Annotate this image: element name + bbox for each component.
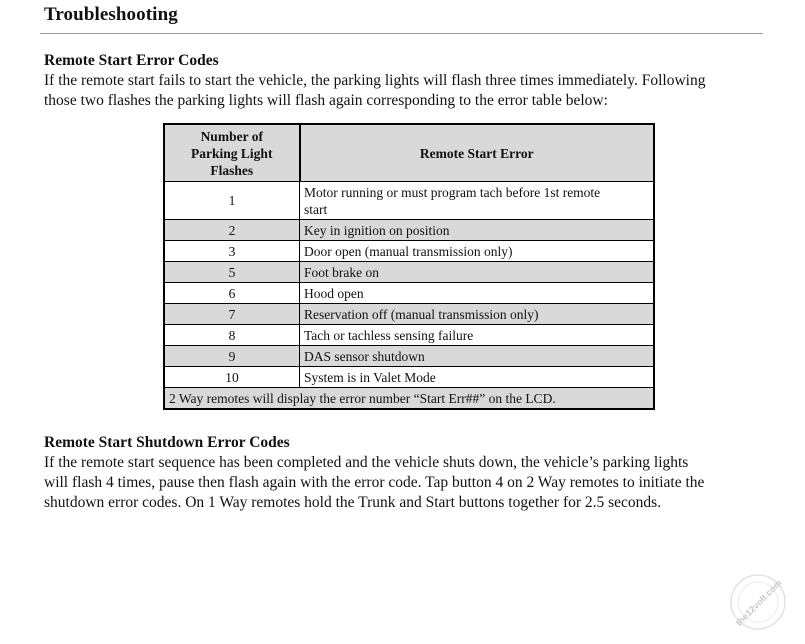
error-description-cell: Door open (manual transmission only) (300, 241, 655, 262)
header-line: Flashes (210, 162, 254, 178)
header-line: Parking Light (191, 145, 273, 161)
shutdown-line: shutdown error codes. On 1 Way remotes hold the Trunk and Start buttons together for 2.5 seconds. (44, 494, 662, 511)
error-line: start (304, 201, 328, 217)
shutdown-line: will flash 4 times, pause then flash again with the error code. Tap button 4 on 2 Way remotes to initiate the (44, 474, 705, 491)
table-row (164, 262, 654, 283)
error-description-cell: Tach or tachless sensing failure (300, 325, 655, 346)
flash-count-cell: 10 (164, 367, 300, 388)
page-title: Troubleshooting (44, 4, 178, 25)
table-row (164, 182, 654, 220)
table-row (164, 325, 654, 346)
table-row (164, 220, 654, 241)
flash-count-cell: 6 (164, 283, 300, 304)
table-footnote: 2 Way remotes will display the error number “Start Err##” on the LCD. (164, 388, 654, 410)
flash-count-cell: 8 (164, 325, 300, 346)
flash-count-cell: 7 (164, 304, 300, 325)
section-heading-shutdown-codes: Remote Start Shutdown Error Codes (44, 434, 290, 451)
header-line: Number of (200, 128, 263, 144)
error-description-cell: Hood open (300, 283, 655, 304)
intro-paragraph (44, 71, 764, 111)
error-description-cell: System is in Valet Mode (300, 367, 655, 388)
table-row (164, 367, 654, 388)
section-heading-error-codes: Remote Start Error Codes (44, 52, 219, 69)
column-header-flashes (164, 124, 300, 182)
error-description-cell: Foot brake on (300, 262, 655, 283)
shutdown-line: If the remote start sequence has been completed and the vehicle shuts down, the vehicle’s parking lights (44, 454, 689, 471)
flash-count-cell: 2 (164, 220, 300, 241)
error-description-cell: Reservation off (manual transmission only) (300, 304, 655, 325)
shutdown-paragraph (44, 453, 764, 513)
error-description-cell (300, 182, 655, 220)
intro-line: If the remote start fails to start the vehicle, the parking lights will flash three times immediately. Following (44, 72, 706, 89)
table-header-row (164, 124, 654, 182)
flash-count-cell: 9 (164, 346, 300, 367)
column-header-error: Remote Start Error (300, 124, 655, 182)
table-row (164, 346, 654, 367)
intro-line: those two flashes the parking lights will flash again corresponding to the error table below: (44, 92, 608, 109)
table-row (164, 283, 654, 304)
watermark-logo (728, 572, 788, 632)
watermark-text: the12volt.com (733, 577, 784, 628)
table-row (164, 304, 654, 325)
error-code-table (163, 123, 655, 410)
error-description-cell: Key in ignition on position (300, 220, 655, 241)
flash-count-cell: 5 (164, 262, 300, 283)
flash-count-cell: 1 (164, 182, 300, 220)
title-divider (40, 33, 763, 34)
error-description-cell: DAS sensor shutdown (300, 346, 655, 367)
flash-count-cell: 3 (164, 241, 300, 262)
table-row (164, 241, 654, 262)
error-line: Motor running or must program tach before 1st remote (304, 184, 601, 200)
table-footnote-row (164, 388, 654, 410)
